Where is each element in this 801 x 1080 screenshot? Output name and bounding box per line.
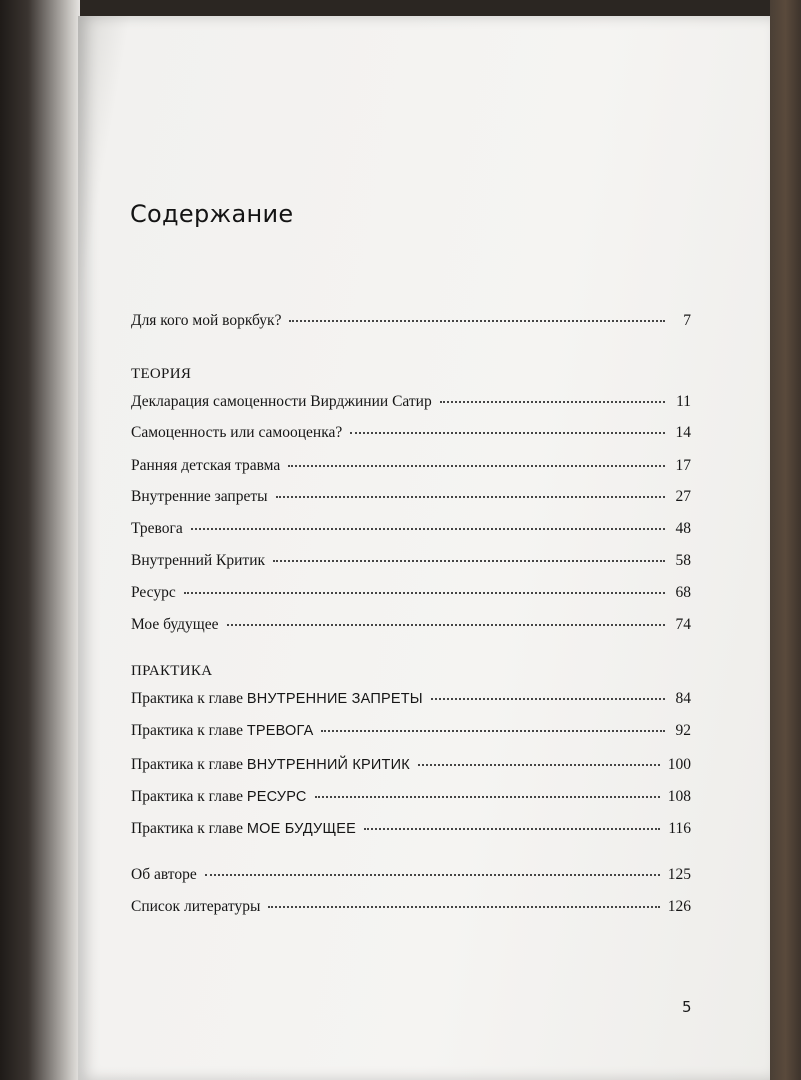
chapter-name: МОЕ БУДУЩЕЕ (246, 821, 356, 837)
toc-entry-label: Для кого мой воркбук? (131, 312, 282, 329)
page-number: 5 (682, 998, 692, 1016)
dot-leader (288, 461, 665, 467)
dot-leader (315, 792, 660, 798)
dot-leader (440, 397, 665, 403)
section-heading-practice: ПРАКТИКА (131, 663, 213, 679)
toc-entry-page: 92 (675, 722, 691, 739)
dot-leader (205, 870, 660, 876)
chapter-name: ВНУТРЕННИЕ ЗАПРЕТЫ (246, 691, 423, 707)
toc-entry-theory-4[interactable] (131, 488, 691, 512)
toc-entry-page: 126 (667, 898, 691, 915)
toc-entry-page: 48 (675, 520, 691, 537)
toc-entry-practice-2[interactable] (131, 722, 691, 746)
toc-entry-label: Ранняя детская травма (131, 457, 281, 474)
toc-entry-theory-5[interactable] (131, 520, 691, 544)
toc-entry-page: 100 (667, 756, 691, 773)
toc-entry-label (131, 722, 313, 740)
dot-leader (273, 556, 665, 562)
toc-entry-label: Ресурс (131, 584, 176, 601)
toc-entry-practice-1[interactable] (131, 690, 691, 714)
toc-entry-label: Об авторе (131, 866, 197, 883)
toc-entry-page: 74 (675, 616, 691, 633)
dot-leader (418, 760, 660, 766)
section-heading-theory: ТЕОРИЯ (131, 366, 192, 382)
toc-entry-about-author[interactable] (131, 866, 691, 890)
dot-leader (321, 726, 665, 732)
toc-entry-page: 11 (676, 393, 691, 410)
toc-entry-label: Декларация самоценности Вирджинии Сатир (131, 393, 432, 410)
practice-prefix: Практика к главе (131, 690, 243, 707)
toc-entry-theory-8[interactable] (131, 616, 691, 640)
dot-leader (431, 694, 665, 700)
practice-prefix: Практика к главе (131, 722, 243, 739)
practice-prefix: Практика к главе (131, 820, 243, 837)
toc-entry-page: 17 (675, 457, 691, 474)
practice-prefix: Практика к главе (131, 788, 243, 805)
toc-entry-theory-7[interactable] (131, 584, 691, 608)
toc-entry-page: 68 (675, 584, 691, 601)
dot-leader (268, 902, 659, 908)
toc-entry-label: Мое будущее (131, 616, 219, 633)
toc-entry-label: Тревога (131, 520, 183, 537)
book-spine-shadow (0, 0, 80, 1080)
toc-entry-page: 27 (675, 488, 691, 505)
toc-entry-page: 125 (667, 866, 691, 883)
dot-leader (184, 588, 665, 594)
dot-leader (227, 620, 666, 626)
dot-leader (276, 492, 665, 498)
toc-entry-theory-3[interactable] (131, 457, 691, 481)
dot-leader (191, 524, 665, 530)
chapter-name: ВНУТРЕННИЙ КРИТИК (246, 757, 410, 773)
toc-entry-page: 116 (668, 820, 691, 837)
toc-entry-label: Самоценность или самооценка? (131, 424, 343, 441)
practice-prefix: Практика к главе (131, 756, 243, 773)
toc-entry-label: Внутренние запреты (131, 488, 268, 505)
toc-entry-label (131, 788, 307, 806)
toc-entry-label (131, 690, 423, 708)
toc-entry-theory-2[interactable] (131, 424, 691, 448)
dot-leader (350, 428, 665, 434)
toc-entry-label (131, 756, 410, 774)
dot-leader (364, 824, 660, 830)
toc-entry-bibliography[interactable] (131, 898, 691, 922)
toc-entry-page: 84 (675, 690, 691, 707)
table-surface (770, 0, 801, 1080)
toc-entry-intro[interactable] (131, 312, 691, 336)
toc-entry-practice-4[interactable] (131, 788, 691, 812)
chapter-name: РЕСУРС (246, 789, 307, 805)
page-title: Содержание (130, 200, 294, 228)
chapter-name: ТРЕВОГА (246, 723, 314, 739)
toc-entry-practice-5[interactable] (131, 820, 691, 844)
toc-entry-label (131, 820, 356, 838)
toc-entry-page: 14 (675, 424, 691, 441)
toc-entry-page: 108 (667, 788, 691, 805)
toc-entry-page: 58 (675, 552, 691, 569)
toc-entry-label: Список литературы (131, 898, 261, 915)
toc-entry-page: 7 (683, 312, 691, 329)
toc-entry-theory-6[interactable] (131, 552, 691, 576)
toc-entry-theory-1[interactable] (131, 393, 691, 417)
toc-entry-label: Внутренний Критик (131, 552, 266, 569)
dot-leader (289, 316, 665, 322)
toc-entry-practice-3[interactable] (131, 756, 691, 780)
